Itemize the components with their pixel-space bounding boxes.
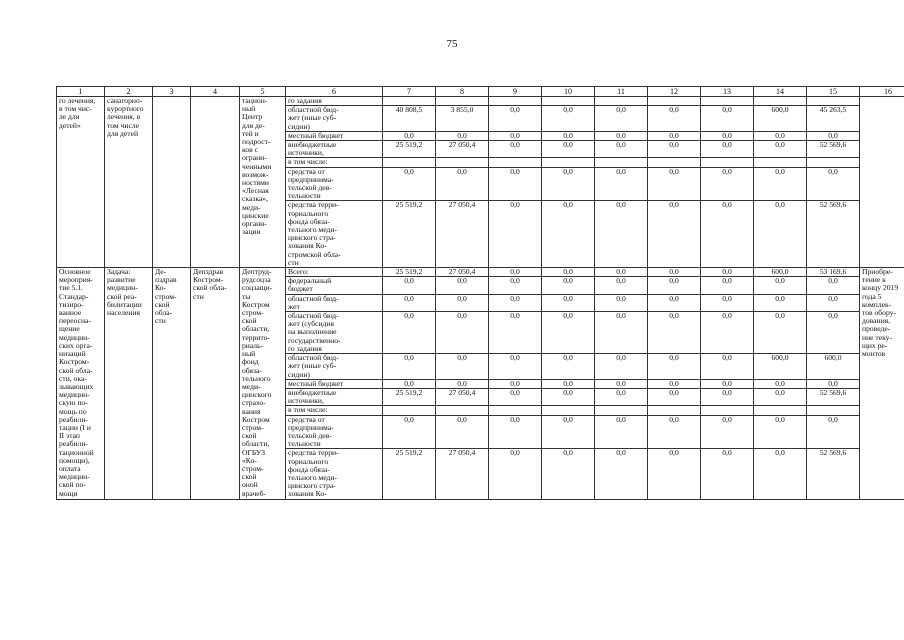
block2-amount-cell	[754, 406, 807, 415]
block2-amount-cell: 27 050,4	[436, 449, 489, 499]
column-number-16: 16	[860, 87, 904, 97]
block2-amount-cell: 0,0	[807, 294, 860, 311]
block1-expected-result	[860, 97, 904, 268]
block2-funding-source: средства терри- ториального фонда обяза- тельного меди- цинского стра- хования Ко-	[286, 449, 383, 499]
block2-task: Задача: развитие медицин- ской реа- билитации населения	[105, 268, 153, 499]
block2-amount-cell	[595, 406, 648, 415]
block1-amount-cell	[436, 158, 489, 167]
block2-funding-source: средства от предпринима- тельской дея- тельности	[286, 415, 383, 449]
block1-amount-cell	[701, 158, 754, 167]
block2-amount-cell: 0,0	[807, 277, 860, 294]
block2-amount-cell: 0,0	[754, 415, 807, 449]
block2-amount-cell: 52 569,6	[807, 449, 860, 499]
column-number-15: 15	[807, 87, 860, 97]
block1-amount-cell	[754, 97, 807, 106]
block1-amount-cell: 0,0	[648, 106, 701, 132]
block1-funding-source: средства от предпринима- тельской дея- тельности	[286, 167, 383, 201]
block1-amount-cell: 0,0	[542, 141, 595, 158]
column-number-4: 4	[191, 87, 240, 97]
block1-amount-cell	[542, 158, 595, 167]
block1-funding-source: внебюджетные источники,	[286, 141, 383, 158]
block1-amount-cell	[383, 158, 436, 167]
block2-amount-cell: 0,0	[701, 415, 754, 449]
block2-amount-cell: 0,0	[754, 277, 807, 294]
block2-amount-cell: 0,0	[807, 379, 860, 388]
block2-amount-cell: 0,0	[754, 388, 807, 405]
block2-amount-cell: 0,0	[489, 277, 542, 294]
block2-amount-cell: 25 519,2	[383, 449, 436, 499]
block1-amount-cell	[489, 158, 542, 167]
block1-amount-cell: 0,0	[754, 131, 807, 140]
column-number-6: 6	[286, 87, 383, 97]
block2-amount-cell: 0,0	[701, 277, 754, 294]
block2-amount-cell: 0,0	[595, 415, 648, 449]
block1-amount-cell: 0,0	[754, 167, 807, 201]
block2-funding-source: внебюджетные источники,	[286, 388, 383, 405]
block2-amount-cell: 0,0	[383, 294, 436, 311]
block1-amount-cell: 0,0	[701, 106, 754, 132]
column-number-5: 5	[240, 87, 286, 97]
block1-amount-cell: 0,0	[701, 141, 754, 158]
block1-amount-cell: 0,0	[595, 106, 648, 132]
block1-amount-cell	[383, 97, 436, 106]
block1-amount-cell	[754, 158, 807, 167]
block2-funding-source: федеральный бюджет	[286, 277, 383, 294]
block1-amount-cell: 45 263,5	[807, 106, 860, 132]
block2-amount-cell	[383, 406, 436, 415]
block2-funding-source: областной бюд- жет	[286, 294, 383, 311]
block2-amount-cell: 600,0	[754, 268, 807, 277]
block2-funding-source: областной бюд- жет (субсидия на выполнение государственно- го задания	[286, 312, 383, 354]
block2-amount-cell: 0,0	[489, 449, 542, 499]
block2-amount-cell: 0,0	[595, 379, 648, 388]
column-number-7: 7	[383, 87, 436, 97]
block2-amount-cell: 0,0	[648, 388, 701, 405]
block1-funding-source: го задания	[286, 97, 383, 106]
block2-amount-cell: 0,0	[648, 379, 701, 388]
block2-amount-cell: 0,0	[542, 415, 595, 449]
block1-amount-cell	[595, 158, 648, 167]
block2-amount-cell: 0,0	[542, 268, 595, 277]
block2-amount-cell: 52 569,6	[807, 388, 860, 405]
block2-amount-cell: 0,0	[542, 277, 595, 294]
block2-amount-cell: 0,0	[648, 268, 701, 277]
block2-amount-cell: 0,0	[489, 354, 542, 380]
block1-funding-source: областной бюд- жет (иные суб- сидии)	[286, 106, 383, 132]
block2-amount-cell: 27 050,4	[436, 268, 489, 277]
block2-amount-cell: 0,0	[383, 312, 436, 354]
block1-task: санаторно- курортного лечения, в том числе для детей	[105, 97, 153, 268]
block2-amount-cell: 0,0	[542, 294, 595, 311]
block1-amount-cell: 52 569,6	[807, 201, 860, 268]
block2-amount-cell: 25 519,2	[383, 268, 436, 277]
block2-responsible: Депздрав Костром- ской обла- сти	[191, 268, 240, 499]
block1-amount-cell: 0,0	[648, 141, 701, 158]
block1-amount-cell: 3 855,0	[436, 106, 489, 132]
block1-amount-cell: 25 519,2	[383, 141, 436, 158]
block1-amount-cell: 0,0	[807, 167, 860, 201]
block1-amount-cell: 0,0	[489, 106, 542, 132]
block2-amount-cell: 0,0	[648, 277, 701, 294]
block1-amount-cell: 0,0	[701, 201, 754, 268]
block2-amount-cell: 0,0	[701, 449, 754, 499]
block2-funding-source: областной бюд- жет (иные суб- сидии)	[286, 354, 383, 380]
block2-amount-cell: 0,0	[807, 312, 860, 354]
block1-amount-cell: 0,0	[754, 201, 807, 268]
block1-amount-cell: 0,0	[595, 167, 648, 201]
block2-amount-cell: 0,0	[701, 388, 754, 405]
block2-amount-cell: 0,0	[489, 415, 542, 449]
block2-amount-cell: 0,0	[489, 388, 542, 405]
page-number: 75	[446, 38, 458, 50]
block2-amount-cell: 0,0	[807, 415, 860, 449]
block1-amount-cell: 0,0	[383, 167, 436, 201]
block2-amount-cell: 0,0	[595, 312, 648, 354]
block2-row	[57, 268, 904, 277]
block1-row	[57, 97, 904, 106]
block2-executors: Дептруд- рудсоцза соцзащи- ты Костром стром- ской области, террито- риаль- ный фонд обяза- тельного меди- цинского страхо- вания Костром стром- ской области, ОГБУЗ «Ко- стром- ской оной врачеб-	[240, 268, 286, 499]
block2-funding-source: Всего:	[286, 268, 383, 277]
block2-amount-cell	[807, 406, 860, 415]
column-number-12: 12	[648, 87, 701, 97]
block2-amount-cell: 0,0	[648, 312, 701, 354]
block1-amount-cell	[648, 97, 701, 106]
block1-amount-cell: 0,0	[542, 167, 595, 201]
block1-amount-cell: 0,0	[489, 131, 542, 140]
block2-amount-cell: 0,0	[754, 379, 807, 388]
block1-responsible	[191, 97, 240, 268]
block2-amount-cell: 0,0	[383, 277, 436, 294]
column-number-2: 2	[105, 87, 153, 97]
block2-amount-cell: 0,0	[595, 388, 648, 405]
block2-amount-cell	[436, 406, 489, 415]
column-number-1: 1	[57, 87, 105, 97]
block2-amount-cell: 0,0	[595, 354, 648, 380]
block2-amount-cell: 0,0	[754, 294, 807, 311]
block2-amount-cell: 0,0	[436, 415, 489, 449]
block1-event-name: го лечения, в том чис- ле для детей»	[57, 97, 105, 268]
block2-funding-source: местный бюджет	[286, 379, 383, 388]
block2-expected-result: Приобре- тение к концу 2019 года 5 комплек- тов обору- дования, проведе- ние теку- щих ре- монтов	[860, 268, 904, 499]
block1-amount-cell	[489, 97, 542, 106]
block1-funding-source: средства терри- ториального фонда обяза- тельного меди- цинского стра- хования Ко- стромской обла- сти	[286, 201, 383, 268]
block2-amount-cell: 0,0	[383, 354, 436, 380]
block2-amount-cell: 27 050,4	[436, 388, 489, 405]
block2-amount-cell	[542, 406, 595, 415]
block2-amount-cell: 25 519,2	[383, 388, 436, 405]
block1-amount-cell: 0,0	[542, 131, 595, 140]
block2-amount-cell: 0,0	[436, 277, 489, 294]
block2-amount-cell: 0,0	[542, 379, 595, 388]
block2-amount-cell: 0,0	[436, 312, 489, 354]
block2-amount-cell: 0,0	[595, 449, 648, 499]
block2-funding-source: в том числе:	[286, 406, 383, 415]
column-number-11: 11	[595, 87, 648, 97]
block1-amount-cell: 0,0	[436, 167, 489, 201]
block1-funding-source: местный бюджет	[286, 131, 383, 140]
block1-amount-cell: 25 519,2	[383, 201, 436, 268]
block1-amount-cell: 0,0	[489, 201, 542, 268]
block1-coordinator	[153, 97, 191, 268]
block1-amount-cell: 0,0	[542, 201, 595, 268]
block2-amount-cell: 0,0	[595, 294, 648, 311]
block2-amount-cell: 0,0	[489, 379, 542, 388]
block2-amount-cell: 600,0	[754, 354, 807, 380]
block1-amount-cell: 0,0	[542, 106, 595, 132]
block1-amount-cell: 0,0	[648, 167, 701, 201]
block2-amount-cell: 0,0	[542, 449, 595, 499]
block2-amount-cell	[648, 406, 701, 415]
block2-amount-cell: 600,0	[807, 354, 860, 380]
block1-funding-source: в том числе:	[286, 158, 383, 167]
column-number-8: 8	[436, 87, 489, 97]
block1-amount-cell: 0,0	[754, 141, 807, 158]
block1-amount-cell	[648, 158, 701, 167]
block1-amount-cell: 52 569,6	[807, 141, 860, 158]
block2-amount-cell: 0,0	[595, 277, 648, 294]
block2-amount-cell: 0,0	[436, 294, 489, 311]
block2-amount-cell: 0,0	[701, 312, 754, 354]
block2-amount-cell: 0,0	[648, 449, 701, 499]
program-table	[56, 86, 904, 500]
block2-amount-cell: 0,0	[595, 268, 648, 277]
block1-amount-cell: 0,0	[807, 131, 860, 140]
block1-amount-cell: 0,0	[701, 167, 754, 201]
block2-amount-cell: 0,0	[489, 312, 542, 354]
block1-amount-cell	[807, 158, 860, 167]
block1-amount-cell: 27 050,4	[436, 201, 489, 268]
block2-amount-cell	[489, 406, 542, 415]
block2-amount-cell: 0,0	[489, 268, 542, 277]
block2-amount-cell	[701, 406, 754, 415]
block1-amount-cell: 0,0	[383, 131, 436, 140]
block2-amount-cell: 0,0	[701, 354, 754, 380]
column-number-14: 14	[754, 87, 807, 97]
block1-executors: тацион- ный Центр для де- тей и подрост- ков с ограни- ченными возмож- ностями «Лесная сказка», меди- цинские органи- зации	[240, 97, 286, 268]
block2-amount-cell: 0,0	[436, 379, 489, 388]
block2-amount-cell: 0,0	[701, 379, 754, 388]
block2-amount-cell: 0,0	[754, 312, 807, 354]
block1-amount-cell: 0,0	[489, 167, 542, 201]
block2-amount-cell: 0,0	[542, 388, 595, 405]
column-number-9: 9	[489, 87, 542, 97]
block1-amount-cell: 0,0	[648, 131, 701, 140]
block2-amount-cell: 53 169,6	[807, 268, 860, 277]
column-number-3: 3	[153, 87, 191, 97]
block2-amount-cell: 0,0	[542, 354, 595, 380]
column-number-13: 13	[701, 87, 754, 97]
block1-amount-cell: 0,0	[701, 131, 754, 140]
column-number-row	[57, 87, 904, 97]
column-number-10: 10	[542, 87, 595, 97]
block1-amount-cell: 27 050,4	[436, 141, 489, 158]
block2-event-name: Основное мероприя- тие 5.1. Стандар- тизиро- ванное переосна- щение медицин- ских орга- низаций Костром- ской обла- сти, ока- зывающих медицин- скую по- мощь по реабили- тации (I и II этап реабили- тационной помощи), оплата медицин- ской по- мощи	[57, 268, 105, 499]
block1-amount-cell	[436, 97, 489, 106]
block1-amount-cell	[807, 97, 860, 106]
block1-amount-cell: 600,0	[754, 106, 807, 132]
block2-amount-cell: 0,0	[648, 415, 701, 449]
block2-amount-cell: 0,0	[648, 354, 701, 380]
block2-amount-cell: 0,0	[383, 415, 436, 449]
block1-amount-cell: 0,0	[436, 131, 489, 140]
block2-amount-cell: 0,0	[489, 294, 542, 311]
block2-amount-cell: 0,0	[542, 312, 595, 354]
block2-amount-cell: 0,0	[701, 294, 754, 311]
block1-amount-cell: 0,0	[489, 141, 542, 158]
block2-coordinator: Де- пздрав Ко- стром- ской обла- сти	[153, 268, 191, 499]
block2-amount-cell: 0,0	[648, 294, 701, 311]
block1-amount-cell: 40 808,5	[383, 106, 436, 132]
block1-amount-cell: 0,0	[595, 131, 648, 140]
block1-amount-cell	[595, 97, 648, 106]
block2-amount-cell: 0,0	[383, 379, 436, 388]
block1-amount-cell	[542, 97, 595, 106]
block1-amount-cell	[701, 97, 754, 106]
block1-amount-cell: 0,0	[648, 201, 701, 268]
block2-amount-cell: 0,0	[701, 268, 754, 277]
block1-amount-cell: 0,0	[595, 141, 648, 158]
block2-amount-cell: 0,0	[754, 449, 807, 499]
block2-amount-cell: 0,0	[436, 354, 489, 380]
block1-amount-cell: 0,0	[595, 201, 648, 268]
